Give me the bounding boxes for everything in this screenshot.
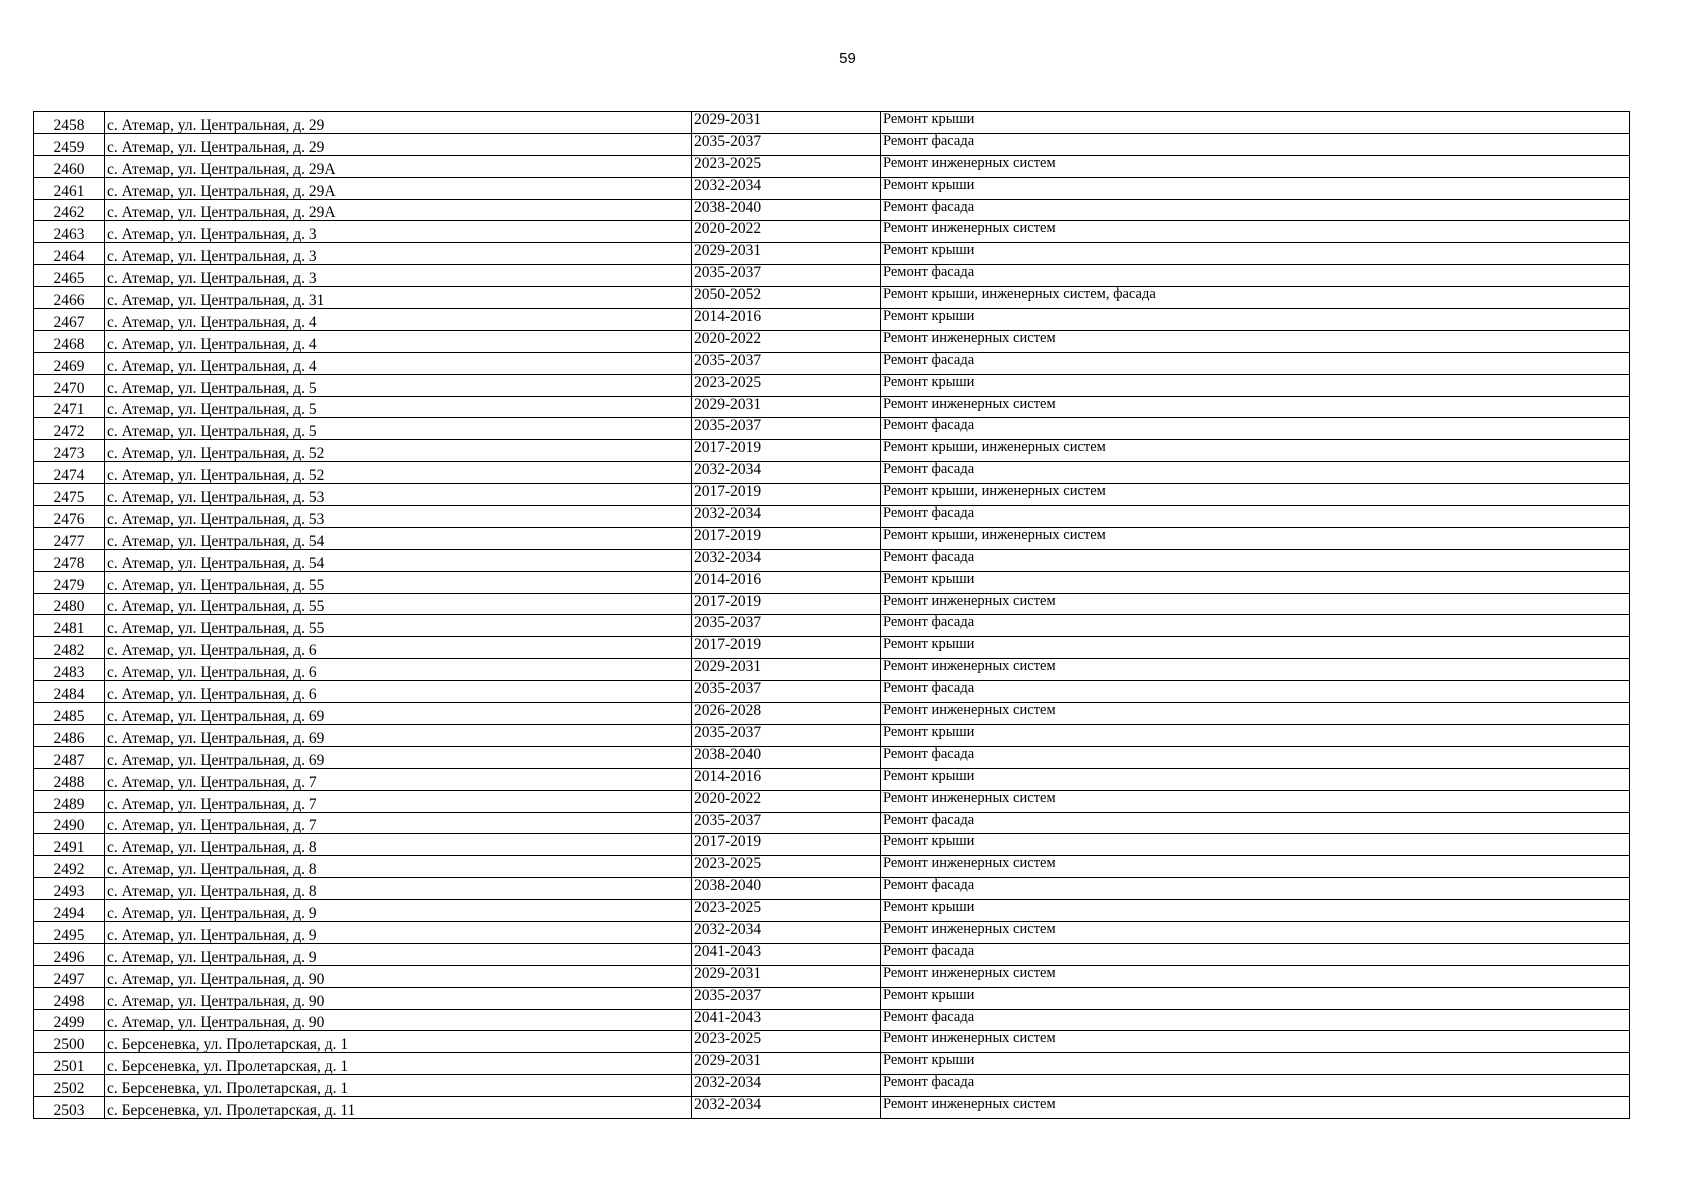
period-cell: 2035-2037 [692, 681, 881, 703]
work-type-cell: Ремонт крыши [881, 309, 1630, 331]
address-cell: с. Атемар, ул. Центральная, д. 3 [105, 243, 692, 265]
row-number: 2494 [34, 900, 105, 922]
table-row [34, 352, 1630, 374]
row-number: 2474 [34, 462, 105, 484]
work-type-cell: Ремонт крыши [881, 1053, 1630, 1075]
table-row [34, 987, 1630, 1009]
table-row [34, 221, 1630, 243]
row-number: 2472 [34, 418, 105, 440]
period-cell: 2023-2025 [692, 374, 881, 396]
period-cell: 2038-2040 [692, 746, 881, 768]
work-type-cell: Ремонт инженерных систем [881, 659, 1630, 681]
address-cell: с. Атемар, ул. Центральная, д. 3 [105, 221, 692, 243]
row-number: 2460 [34, 155, 105, 177]
work-type-cell: Ремонт инженерных систем [881, 330, 1630, 352]
table-body [34, 112, 1630, 1119]
work-type-cell: Ремонт фасада [881, 352, 1630, 374]
period-cell: 2020-2022 [692, 221, 881, 243]
row-number: 2497 [34, 965, 105, 987]
address-cell: с. Атемар, ул. Центральная, д. 90 [105, 965, 692, 987]
row-number: 2459 [34, 133, 105, 155]
work-type-cell: Ремонт инженерных систем [881, 396, 1630, 418]
work-type-cell: Ремонт фасада [881, 549, 1630, 571]
work-type-cell: Ремонт фасада [881, 418, 1630, 440]
table-row [34, 112, 1630, 134]
row-number: 2476 [34, 506, 105, 528]
period-cell: 2038-2040 [692, 878, 881, 900]
row-number: 2467 [34, 309, 105, 331]
address-cell: с. Берсеневка, ул. Пролетарская, д. 1 [105, 1075, 692, 1097]
table-row [34, 1097, 1630, 1119]
work-type-cell: Ремонт инженерных систем [881, 965, 1630, 987]
address-cell: с. Атемар, ул. Центральная, д. 90 [105, 1009, 692, 1031]
period-cell: 2035-2037 [692, 265, 881, 287]
work-type-cell: Ремонт крыши [881, 177, 1630, 199]
table-row [34, 834, 1630, 856]
address-cell: с. Берсеневка, ул. Пролетарская, д. 1 [105, 1053, 692, 1075]
address-cell: с. Атемар, ул. Центральная, д. 55 [105, 571, 692, 593]
address-cell: с. Атемар, ул. Центральная, д. 29А [105, 177, 692, 199]
address-cell: с. Атемар, ул. Центральная, д. 55 [105, 615, 692, 637]
table-row [34, 396, 1630, 418]
table-row [34, 878, 1630, 900]
work-type-cell: Ремонт фасада [881, 943, 1630, 965]
period-cell: 2017-2019 [692, 484, 881, 506]
address-cell: с. Атемар, ул. Центральная, д. 4 [105, 352, 692, 374]
period-cell: 2035-2037 [692, 724, 881, 746]
row-number: 2485 [34, 703, 105, 725]
row-number: 2464 [34, 243, 105, 265]
address-cell: с. Атемар, ул. Центральная, д. 5 [105, 374, 692, 396]
work-type-cell: Ремонт крыши [881, 112, 1630, 134]
work-type-cell: Ремонт фасада [881, 133, 1630, 155]
period-cell: 2041-2043 [692, 943, 881, 965]
work-type-cell: Ремонт крыши, инженерных систем, фасада [881, 287, 1630, 309]
address-cell: с. Атемар, ул. Центральная, д. 6 [105, 637, 692, 659]
row-number: 2483 [34, 659, 105, 681]
table-row [34, 703, 1630, 725]
work-type-cell: Ремонт инженерных систем [881, 593, 1630, 615]
period-cell: 2017-2019 [692, 637, 881, 659]
row-number: 2458 [34, 112, 105, 134]
address-cell: с. Атемар, ул. Центральная, д. 55 [105, 593, 692, 615]
period-cell: 2017-2019 [692, 593, 881, 615]
row-number: 2465 [34, 265, 105, 287]
work-type-cell: Ремонт фасада [881, 1009, 1630, 1031]
table-row [34, 440, 1630, 462]
table-row [34, 177, 1630, 199]
row-number: 2470 [34, 374, 105, 396]
address-cell: с. Атемар, ул. Центральная, д. 69 [105, 724, 692, 746]
table-row [34, 571, 1630, 593]
period-cell: 2029-2031 [692, 112, 881, 134]
period-cell: 2032-2034 [692, 1075, 881, 1097]
table-row [34, 199, 1630, 221]
table-row [34, 418, 1630, 440]
work-type-cell: Ремонт крыши [881, 243, 1630, 265]
period-cell: 2017-2019 [692, 834, 881, 856]
work-type-cell: Ремонт инженерных систем [881, 221, 1630, 243]
table-row [34, 943, 1630, 965]
period-cell: 2035-2037 [692, 615, 881, 637]
period-cell: 2032-2034 [692, 921, 881, 943]
row-number: 2475 [34, 484, 105, 506]
row-number: 2466 [34, 287, 105, 309]
period-cell: 2023-2025 [692, 1031, 881, 1053]
work-type-cell: Ремонт крыши, инженерных систем [881, 440, 1630, 462]
row-number: 2484 [34, 681, 105, 703]
address-cell: с. Атемар, ул. Центральная, д. 69 [105, 746, 692, 768]
work-type-cell: Ремонт крыши [881, 900, 1630, 922]
table-row [34, 1053, 1630, 1075]
address-cell: с. Атемар, ул. Центральная, д. 7 [105, 768, 692, 790]
work-type-cell: Ремонт инженерных систем [881, 155, 1630, 177]
table-row [34, 593, 1630, 615]
table-row [34, 243, 1630, 265]
table-row [34, 900, 1630, 922]
row-number: 2500 [34, 1031, 105, 1053]
row-number: 2469 [34, 352, 105, 374]
work-type-cell: Ремонт инженерных систем [881, 1097, 1630, 1119]
table-row [34, 462, 1630, 484]
address-cell: с. Атемар, ул. Центральная, д. 54 [105, 549, 692, 571]
table-row [34, 527, 1630, 549]
row-number: 2490 [34, 812, 105, 834]
address-cell: с. Атемар, ул. Центральная, д. 9 [105, 943, 692, 965]
work-type-cell: Ремонт крыши, инженерных систем [881, 527, 1630, 549]
period-cell: 2032-2034 [692, 177, 881, 199]
work-type-cell: Ремонт крыши [881, 724, 1630, 746]
work-type-cell: Ремонт инженерных систем [881, 921, 1630, 943]
table-row [34, 287, 1630, 309]
work-type-cell: Ремонт фасада [881, 1075, 1630, 1097]
work-type-cell: Ремонт фасада [881, 681, 1630, 703]
address-cell: с. Атемар, ул. Центральная, д. 6 [105, 659, 692, 681]
table-row [34, 637, 1630, 659]
period-cell: 2026-2028 [692, 703, 881, 725]
row-number: 2498 [34, 987, 105, 1009]
table-row [34, 856, 1630, 878]
work-type-cell: Ремонт фасада [881, 812, 1630, 834]
address-cell: с. Атемар, ул. Центральная, д. 7 [105, 812, 692, 834]
row-number: 2499 [34, 1009, 105, 1031]
work-type-cell: Ремонт фасада [881, 506, 1630, 528]
work-type-cell: Ремонт крыши [881, 374, 1630, 396]
period-cell: 2035-2037 [692, 418, 881, 440]
row-number: 2479 [34, 571, 105, 593]
row-number: 2492 [34, 856, 105, 878]
row-number: 2489 [34, 790, 105, 812]
address-cell: с. Атемар, ул. Центральная, д. 52 [105, 440, 692, 462]
table-row [34, 265, 1630, 287]
address-cell: с. Атемар, ул. Центральная, д. 8 [105, 856, 692, 878]
period-cell: 2023-2025 [692, 155, 881, 177]
address-cell: с. Атемар, ул. Центральная, д. 8 [105, 834, 692, 856]
address-cell: с. Атемар, ул. Центральная, д. 90 [105, 987, 692, 1009]
period-cell: 2035-2037 [692, 133, 881, 155]
address-cell: с. Атемар, ул. Центральная, д. 31 [105, 287, 692, 309]
row-number: 2463 [34, 221, 105, 243]
period-cell: 2020-2022 [692, 330, 881, 352]
page-number: 59 [839, 50, 856, 67]
row-number: 2501 [34, 1053, 105, 1075]
row-number: 2482 [34, 637, 105, 659]
period-cell: 2029-2031 [692, 243, 881, 265]
work-type-cell: Ремонт крыши, инженерных систем [881, 484, 1630, 506]
address-cell: с. Берсеневка, ул. Пролетарская, д. 1 [105, 1031, 692, 1053]
table-row [34, 1009, 1630, 1031]
work-type-cell: Ремонт инженерных систем [881, 703, 1630, 725]
address-cell: с. Атемар, ул. Центральная, д. 69 [105, 703, 692, 725]
work-type-cell: Ремонт крыши [881, 637, 1630, 659]
period-cell: 2014-2016 [692, 571, 881, 593]
table-row [34, 133, 1630, 155]
period-cell: 2023-2025 [692, 856, 881, 878]
table-row [34, 724, 1630, 746]
row-number: 2491 [34, 834, 105, 856]
repair-schedule-table [33, 111, 1630, 1119]
address-cell: с. Атемар, ул. Центральная, д. 53 [105, 506, 692, 528]
work-type-cell: Ремонт крыши [881, 834, 1630, 856]
period-cell: 2029-2031 [692, 965, 881, 987]
row-number: 2495 [34, 921, 105, 943]
row-number: 2477 [34, 527, 105, 549]
row-number: 2503 [34, 1097, 105, 1119]
row-number: 2480 [34, 593, 105, 615]
table-row [34, 374, 1630, 396]
period-cell: 2038-2040 [692, 199, 881, 221]
period-cell: 2023-2025 [692, 900, 881, 922]
address-cell: с. Атемар, ул. Центральная, д. 29 [105, 112, 692, 134]
row-number: 2486 [34, 724, 105, 746]
work-type-cell: Ремонт фасада [881, 462, 1630, 484]
table-row [34, 309, 1630, 331]
address-cell: с. Атемар, ул. Центральная, д. 6 [105, 681, 692, 703]
address-cell: с. Атемар, ул. Центральная, д. 9 [105, 900, 692, 922]
address-cell: с. Атемар, ул. Центральная, д. 5 [105, 418, 692, 440]
table-row [34, 330, 1630, 352]
row-number: 2471 [34, 396, 105, 418]
work-type-cell: Ремонт фасада [881, 746, 1630, 768]
period-cell: 2032-2034 [692, 1097, 881, 1119]
table-row [34, 965, 1630, 987]
row-number: 2462 [34, 199, 105, 221]
period-cell: 2032-2034 [692, 506, 881, 528]
work-type-cell: Ремонт крыши [881, 987, 1630, 1009]
address-cell: с. Атемар, ул. Центральная, д. 54 [105, 527, 692, 549]
period-cell: 2029-2031 [692, 1053, 881, 1075]
work-type-cell: Ремонт фасада [881, 878, 1630, 900]
address-cell: с. Атемар, ул. Центральная, д. 52 [105, 462, 692, 484]
period-cell: 2041-2043 [692, 1009, 881, 1031]
row-number: 2493 [34, 878, 105, 900]
work-type-cell: Ремонт фасада [881, 265, 1630, 287]
work-type-cell: Ремонт инженерных систем [881, 856, 1630, 878]
table-row [34, 155, 1630, 177]
period-cell: 2032-2034 [692, 462, 881, 484]
row-number: 2473 [34, 440, 105, 462]
period-cell: 2035-2037 [692, 352, 881, 374]
table-row [34, 659, 1630, 681]
period-cell: 2020-2022 [692, 790, 881, 812]
period-cell: 2029-2031 [692, 396, 881, 418]
work-type-cell: Ремонт крыши [881, 768, 1630, 790]
period-cell: 2014-2016 [692, 309, 881, 331]
table-row [34, 549, 1630, 571]
address-cell: с. Атемар, ул. Центральная, д. 9 [105, 921, 692, 943]
table-row [34, 768, 1630, 790]
address-cell: с. Атемар, ул. Центральная, д. 29 [105, 133, 692, 155]
address-cell: с. Атемар, ул. Центральная, д. 29А [105, 155, 692, 177]
address-cell: с. Атемар, ул. Центральная, д. 4 [105, 330, 692, 352]
work-type-cell: Ремонт фасада [881, 615, 1630, 637]
address-cell: с. Атемар, ул. Центральная, д. 7 [105, 790, 692, 812]
table-row [34, 615, 1630, 637]
address-cell: с. Атемар, ул. Центральная, д. 4 [105, 309, 692, 331]
table-row [34, 812, 1630, 834]
period-cell: 2029-2031 [692, 659, 881, 681]
address-cell: с. Атемар, ул. Центральная, д. 8 [105, 878, 692, 900]
row-number: 2468 [34, 330, 105, 352]
work-type-cell: Ремонт инженерных систем [881, 790, 1630, 812]
row-number: 2461 [34, 177, 105, 199]
work-type-cell: Ремонт фасада [881, 199, 1630, 221]
table-row [34, 681, 1630, 703]
address-cell: с. Атемар, ул. Центральная, д. 3 [105, 265, 692, 287]
table-row [34, 746, 1630, 768]
row-number: 2487 [34, 746, 105, 768]
row-number: 2496 [34, 943, 105, 965]
address-cell: с. Берсеневка, ул. Пролетарская, д. 11 [105, 1097, 692, 1119]
work-type-cell: Ремонт крыши [881, 571, 1630, 593]
address-cell: с. Атемар, ул. Центральная, д. 5 [105, 396, 692, 418]
row-number: 2478 [34, 549, 105, 571]
table-row [34, 1075, 1630, 1097]
row-number: 2488 [34, 768, 105, 790]
period-cell: 2032-2034 [692, 549, 881, 571]
row-number: 2481 [34, 615, 105, 637]
period-cell: 2050-2052 [692, 287, 881, 309]
period-cell: 2035-2037 [692, 987, 881, 1009]
row-number: 2502 [34, 1075, 105, 1097]
period-cell: 2017-2019 [692, 440, 881, 462]
table-row [34, 790, 1630, 812]
work-type-cell: Ремонт инженерных систем [881, 1031, 1630, 1053]
period-cell: 2014-2016 [692, 768, 881, 790]
table-row [34, 506, 1630, 528]
address-cell: с. Атемар, ул. Центральная, д. 29А [105, 199, 692, 221]
table-row [34, 1031, 1630, 1053]
period-cell: 2017-2019 [692, 527, 881, 549]
table-row [34, 921, 1630, 943]
table-row [34, 484, 1630, 506]
period-cell: 2035-2037 [692, 812, 881, 834]
address-cell: с. Атемар, ул. Центральная, д. 53 [105, 484, 692, 506]
